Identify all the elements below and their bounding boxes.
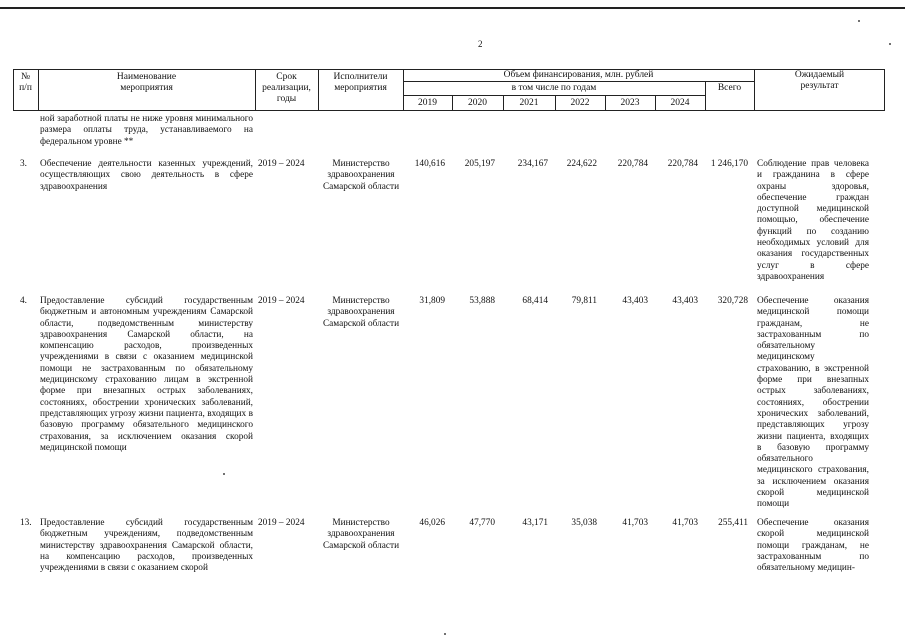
row-name: Обеспечение деятельности казенных учреждений, осуществляющих свою деятельность в сфере здравоохранения [40,159,253,192]
header-num: № п/п [19,72,32,93]
header-year: 2022 [570,98,590,108]
row-value-2024: 220,784 [667,159,698,169]
row-value-2021: 43,171 [522,518,548,528]
row-value-2022: 79,811 [571,296,597,306]
row-value-2023: 41,703 [622,518,648,528]
header-result: Ожидаемый результат [794,70,845,91]
row-value-2024: 43,403 [672,296,698,306]
row-number: 4. [20,296,27,306]
header-year: 2023 [620,98,640,108]
row-name: Предоставление субсидий государственным бюджетным и автономным учреждениям Самарской области, подведомственным министерству здравоохранения Самарской области, на компенсацию расходов, произведенных учреждениями в связи с оказанием медицинской помощи не застрахованным по обязательному медицинскому страхованию лицам в экстренной форме при внезапных острых заболеваниях, состояниях, обострении хронических заболеваний, представляющих угрозу жизни пациента, входящих в базовую программу обязательного медицинского страхования, за исключением оказания скорой медицинской помощи [40,296,253,453]
page-number: 2 [478,39,483,49]
row-value-2023: 220,784 [617,159,648,169]
row-executor: Министерство здравоохранения Самарской области [322,518,400,551]
scan-speck [444,633,446,635]
header-total: Всего [717,83,742,93]
scan-speck [858,20,860,22]
row-value-2019: 46,026 [419,518,445,528]
row-term: 2019 – 2024 [258,159,305,169]
row-value-2019: 31,809 [419,296,445,306]
row-value-2024: 41,703 [672,518,698,528]
top-rule [0,7,905,9]
row-total: 1 246,170 [710,159,748,169]
row-total: 320,728 [717,296,748,306]
header-term: Срок реализации, годы [262,72,311,104]
row-value-2019: 140,616 [414,159,445,169]
row-value-2021: 68,414 [522,296,548,306]
row-number: 3. [20,159,27,169]
row-value-2022: 224,622 [566,159,597,169]
continuation-text: ной заработной платы не ниже уровня минимального размера оплаты труда, устанавливаемого на федеральном уровне ** [40,114,253,147]
row-value-2020: 205,197 [464,159,495,169]
header-by-years: в том числе по годам [511,83,597,93]
header-year: 2024 [670,98,690,108]
header-executors: Исполнители мероприятия [333,72,388,93]
header-year: 2019 [418,98,437,108]
header-name: Наименование мероприятия [116,72,177,93]
row-value-2023: 43,403 [622,296,648,306]
row-total: 255,411 [718,518,748,528]
row-value-2020: 53,888 [469,296,495,306]
row-executor: Министерство здравоохранения Самарской области [322,296,400,329]
row-value-2021: 234,167 [517,159,548,169]
row-result: Соблюдение прав человека и гражданина в сфере охраны здоровья, обеспечение граждан доступной медицинской помощью, обеспечение функций по созданию необходимых условий для оказания государственных услуг в сфере здравоохранения [757,159,869,282]
scan-speck [223,473,225,475]
row-result: Обеспечение оказания скорой медицинской помощи гражданам, не застрахованным по обязательному медицин- [757,518,869,574]
row-value-2022: 35,038 [571,518,597,528]
scan-speck [889,43,891,45]
header-year: 2020 [468,98,487,108]
row-name: Предоставление субсидий государственным бюджетным учреждениям, подведомственным министерству здравоохранения Самарской области, на компенсацию расходов, произведенных учреждениями в связи с оказанием скорой [40,518,253,574]
row-term: 2019 – 2024 [258,518,305,528]
header-volume: Объем финансирования, млн. рублей [503,70,654,80]
row-number: 13. [20,518,32,528]
header-year: 2021 [519,98,539,108]
row-term: 2019 – 2024 [258,296,305,306]
row-value-2020: 47,770 [469,518,495,528]
row-result: Обеспечение оказания медицинской помощи гражданам, не застрахованным по обязательному медицинскому страхованию, в экстренной форме при внезапных острых заболеваниях, состояниях, обострении хронических заболеваний, представляющих угрозу жизни пациента, входящих в базовую программу обязательного медицинского страхования, за исключением оказания скорой медицинской помощи [757,296,869,510]
row-executor: Министерство здравоохранения Самарской области [322,159,400,192]
